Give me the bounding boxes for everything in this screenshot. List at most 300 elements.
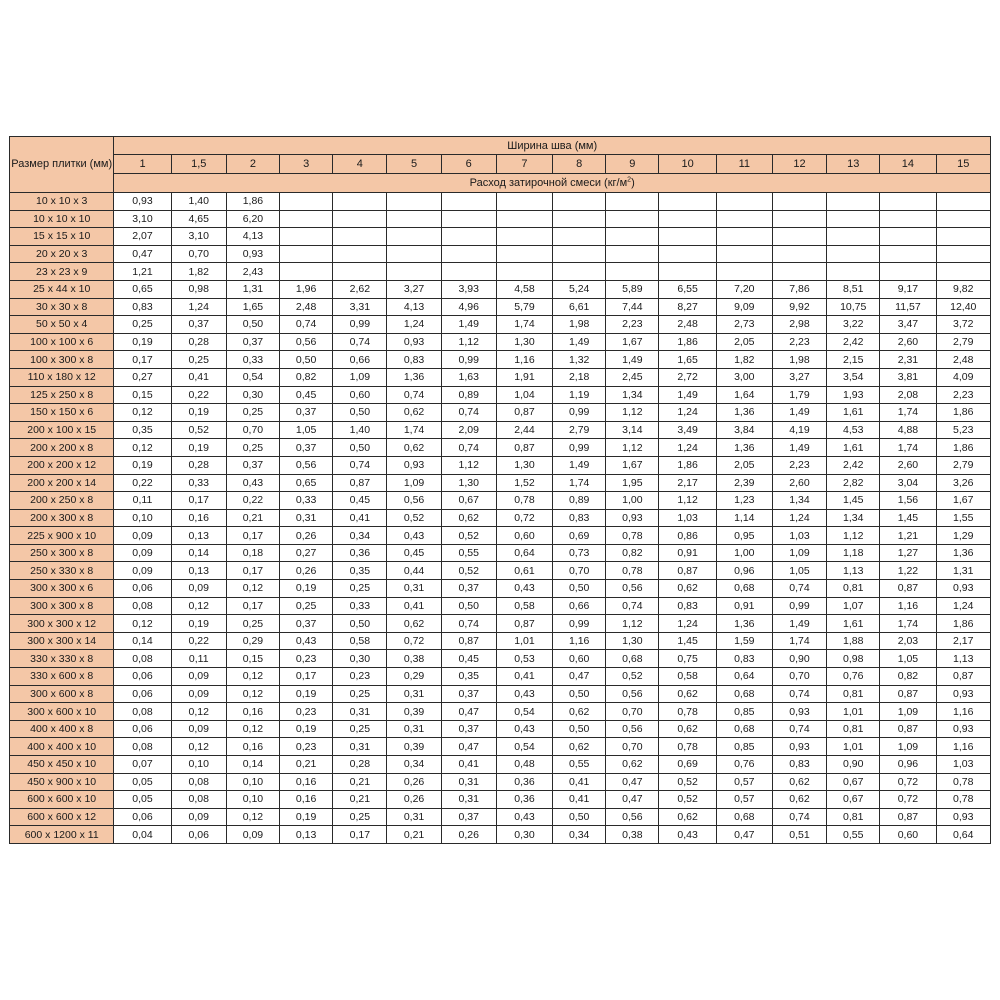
- consumption-value-cell: 0,74: [772, 720, 826, 738]
- consumption-value-cell: 4,19: [772, 421, 826, 439]
- consumption-value-cell: 7,86: [772, 280, 826, 298]
- consumption-value-cell: 0,17: [114, 351, 171, 369]
- consumption-value-cell: 2,05: [716, 333, 772, 351]
- consumption-value-cell: 0,91: [716, 597, 772, 615]
- consumption-value-cell: 0,62: [659, 580, 716, 598]
- consumption-value-cell: [772, 228, 826, 246]
- consumption-value-cell: 2,03: [880, 632, 936, 650]
- consumption-value-cell: 0,50: [333, 404, 387, 422]
- consumption-value-cell: [387, 228, 441, 246]
- joint-width-cell: 3: [280, 155, 333, 174]
- consumption-value-cell: 1,74: [880, 404, 936, 422]
- consumption-value-cell: 0,50: [553, 685, 606, 703]
- consumption-value-cell: 1,14: [716, 509, 772, 527]
- consumption-value-cell: 0,60: [333, 386, 387, 404]
- consumption-value-cell: 0,62: [387, 404, 441, 422]
- consumption-value-cell: 1,05: [880, 650, 936, 668]
- consumption-value-cell: 1,27: [880, 544, 936, 562]
- table-row: [10, 773, 991, 791]
- consumption-value-cell: 0,50: [553, 808, 606, 826]
- consumption-value-cell: 4,53: [827, 421, 880, 439]
- consumption-value-cell: 0,62: [606, 756, 659, 774]
- consumption-value-cell: 0,45: [333, 492, 387, 510]
- consumption-value-cell: 1,63: [441, 368, 496, 386]
- consumption-value-cell: 1,00: [606, 492, 659, 510]
- consumption-value-cell: 1,31: [936, 562, 990, 580]
- consumption-value-cell: 0,35: [441, 668, 496, 686]
- consumption-value-cell: 0,99: [553, 615, 606, 633]
- consumption-value-cell: 0,57: [716, 791, 772, 809]
- table-row: [10, 351, 991, 369]
- consumption-value-cell: 2,42: [827, 456, 880, 474]
- consumption-value-cell: [606, 193, 659, 211]
- consumption-value-cell: 0,26: [280, 527, 333, 545]
- consumption-value-cell: 0,47: [606, 773, 659, 791]
- consumption-value-cell: 1,49: [553, 333, 606, 351]
- consumption-value-cell: 0,78: [936, 773, 990, 791]
- consumption-value-cell: 1,01: [827, 703, 880, 721]
- consumption-value-cell: 0,09: [171, 808, 226, 826]
- consumption-value-cell: 1,16: [936, 738, 990, 756]
- consumption-value-cell: 1,36: [716, 439, 772, 457]
- consumption-value-cell: 1,74: [772, 632, 826, 650]
- consumption-value-cell: 1,12: [441, 456, 496, 474]
- consumption-value-cell: 0,13: [280, 826, 333, 844]
- consumption-value-cell: 1,74: [496, 316, 552, 334]
- consumption-value-cell: [496, 193, 552, 211]
- consumption-value-cell: 0,66: [333, 351, 387, 369]
- consumption-value-cell: 0,75: [659, 650, 716, 668]
- consumption-value-cell: 4,13: [387, 298, 441, 316]
- consumption-value-cell: 0,29: [387, 668, 441, 686]
- consumption-value-cell: 0,87: [496, 615, 552, 633]
- consumption-value-cell: 0,87: [333, 474, 387, 492]
- consumption-value-cell: 0,25: [333, 808, 387, 826]
- consumption-value-cell: 0,50: [280, 351, 333, 369]
- consumption-value-cell: 2,23: [772, 333, 826, 351]
- consumption-value-cell: 3,10: [171, 228, 226, 246]
- consumption-value-cell: 0,06: [114, 580, 171, 598]
- consumption-value-cell: 0,25: [333, 720, 387, 738]
- consumption-value-cell: 0,81: [827, 685, 880, 703]
- consumption-value-cell: [387, 193, 441, 211]
- consumption-value-cell: 0,62: [553, 703, 606, 721]
- consumption-value-cell: 1,05: [280, 421, 333, 439]
- table-row: [10, 280, 991, 298]
- consumption-value-cell: 0,99: [441, 351, 496, 369]
- consumption-value-cell: 0,50: [553, 580, 606, 598]
- consumption-value-cell: 11,57: [880, 298, 936, 316]
- consumption-value-cell: 0,30: [496, 826, 552, 844]
- consumption-value-cell: [606, 210, 659, 228]
- consumption-title: Расход затирочной смеси (кг/м: [469, 177, 628, 189]
- consumption-value-cell: 2,48: [936, 351, 990, 369]
- tile-size-cell: 23 x 23 x 9: [10, 263, 114, 281]
- consumption-value-cell: [441, 263, 496, 281]
- consumption-value-cell: 1,01: [827, 738, 880, 756]
- consumption-value-cell: 1,56: [880, 492, 936, 510]
- consumption-value-cell: 0,07: [114, 756, 171, 774]
- consumption-value-cell: 0,41: [496, 668, 552, 686]
- consumption-value-cell: 3,27: [772, 368, 826, 386]
- consumption-value-cell: 0,67: [441, 492, 496, 510]
- consumption-value-cell: 0,47: [441, 703, 496, 721]
- consumption-value-cell: 0,72: [387, 632, 441, 650]
- consumption-value-cell: 1,24: [171, 298, 226, 316]
- consumption-value-cell: 0,05: [114, 773, 171, 791]
- consumption-value-cell: [880, 193, 936, 211]
- consumption-value-cell: 0,22: [171, 386, 226, 404]
- consumption-value-cell: 1,32: [553, 351, 606, 369]
- table-row: [10, 615, 991, 633]
- consumption-value-cell: 0,50: [553, 720, 606, 738]
- joint-width-cell: 15: [936, 155, 990, 174]
- consumption-value-cell: [659, 228, 716, 246]
- consumption-value-cell: 0,57: [716, 773, 772, 791]
- consumption-value-cell: 0,37: [280, 615, 333, 633]
- consumption-value-cell: 0,81: [827, 580, 880, 598]
- consumption-value-cell: 1,01: [496, 632, 552, 650]
- consumption-unit-superscript: 2: [627, 176, 632, 184]
- consumption-value-cell: 0,69: [553, 527, 606, 545]
- consumption-value-cell: 0,34: [387, 756, 441, 774]
- consumption-value-cell: 0,95: [716, 527, 772, 545]
- tile-size-cell: 400 x 400 x 10: [10, 738, 114, 756]
- consumption-value-cell: 0,50: [333, 439, 387, 457]
- consumption-value-cell: 0,06: [114, 720, 171, 738]
- table-row: [10, 298, 991, 316]
- tile-size-cell: 450 x 450 x 10: [10, 756, 114, 774]
- consumption-value-cell: 0,56: [280, 333, 333, 351]
- table-row: [10, 228, 991, 246]
- consumption-value-cell: 0,23: [280, 703, 333, 721]
- consumption-value-cell: 2,60: [880, 333, 936, 351]
- consumption-value-cell: [827, 193, 880, 211]
- consumption-value-cell: 0,58: [496, 597, 552, 615]
- tile-size-cell: 15 x 15 x 10: [10, 228, 114, 246]
- table-row: [10, 738, 991, 756]
- consumption-value-cell: 0,74: [772, 685, 826, 703]
- tile-size-cell: 10 x 10 x 3: [10, 193, 114, 211]
- consumption-value-cell: 3,10: [114, 210, 171, 228]
- consumption-value-cell: 0,61: [496, 562, 552, 580]
- consumption-value-cell: 0,19: [171, 439, 226, 457]
- consumption-value-cell: 3,31: [333, 298, 387, 316]
- consumption-value-cell: 0,27: [114, 368, 171, 386]
- consumption-value-cell: 0,15: [226, 650, 279, 668]
- consumption-value-cell: 8,51: [827, 280, 880, 298]
- consumption-value-cell: 0,12: [114, 615, 171, 633]
- consumption-value-cell: 1,30: [441, 474, 496, 492]
- consumption-value-cell: 0,58: [659, 668, 716, 686]
- consumption-value-cell: 0,62: [659, 685, 716, 703]
- table-row: [10, 791, 991, 809]
- consumption-value-cell: 0,31: [441, 773, 496, 791]
- consumption-value-cell: 0,83: [553, 509, 606, 527]
- consumption-value-cell: 0,37: [226, 456, 279, 474]
- table-row: [10, 562, 991, 580]
- tile-size-cell: 20 x 20 x 3: [10, 245, 114, 263]
- table-row: [10, 597, 991, 615]
- consumption-value-cell: 0,16: [280, 791, 333, 809]
- consumption-value-cell: 6,61: [553, 298, 606, 316]
- consumption-value-cell: 0,19: [114, 333, 171, 351]
- joint-width-cell: 7: [496, 155, 552, 174]
- consumption-value-cell: 1,82: [171, 263, 226, 281]
- consumption-value-cell: 0,93: [936, 808, 990, 826]
- consumption-value-cell: 2,15: [827, 351, 880, 369]
- consumption-value-cell: 7,44: [606, 298, 659, 316]
- joint-width-title: Ширина шва (мм): [507, 139, 598, 152]
- consumption-value-cell: 1,40: [171, 193, 226, 211]
- consumption-value-cell: 1,31: [226, 280, 279, 298]
- consumption-value-cell: 0,47: [441, 738, 496, 756]
- consumption-value-cell: 4,09: [936, 368, 990, 386]
- joint-width-cell: 12: [772, 155, 826, 174]
- joint-width-cell: 2: [226, 155, 279, 174]
- table-row: [10, 474, 991, 492]
- consumption-value-cell: 0,74: [441, 439, 496, 457]
- consumption-value-cell: 0,56: [606, 720, 659, 738]
- joint-width-cell: 11: [716, 155, 772, 174]
- consumption-value-cell: 0,53: [496, 650, 552, 668]
- consumption-value-cell: 9,82: [936, 280, 990, 298]
- consumption-value-cell: 0,10: [226, 791, 279, 809]
- consumption-value-cell: 0,76: [716, 756, 772, 774]
- consumption-value-cell: 1,49: [772, 404, 826, 422]
- consumption-value-cell: 6,55: [659, 280, 716, 298]
- consumption-value-cell: 0,68: [716, 808, 772, 826]
- consumption-value-cell: 3,49: [659, 421, 716, 439]
- consumption-value-cell: 1,74: [553, 474, 606, 492]
- consumption-value-cell: 5,23: [936, 421, 990, 439]
- consumption-value-cell: [606, 228, 659, 246]
- consumption-value-cell: 0,41: [441, 756, 496, 774]
- joint-width-cell: 9: [606, 155, 659, 174]
- consumption-value-cell: [606, 245, 659, 263]
- consumption-value-cell: 2,48: [280, 298, 333, 316]
- table-row: [10, 245, 991, 263]
- consumption-value-cell: 0,54: [226, 368, 279, 386]
- consumption-value-cell: 0,99: [772, 597, 826, 615]
- consumption-value-cell: 0,21: [280, 756, 333, 774]
- consumption-value-cell: 1,18: [827, 544, 880, 562]
- consumption-value-cell: 0,62: [659, 808, 716, 826]
- consumption-value-cell: 0,65: [114, 280, 171, 298]
- consumption-value-cell: 0,37: [441, 808, 496, 826]
- joint-width-cell: 8: [553, 155, 606, 174]
- consumption-value-cell: 0,12: [226, 808, 279, 826]
- consumption-value-cell: 1,30: [496, 333, 552, 351]
- consumption-value-cell: 0,78: [659, 703, 716, 721]
- tile-size-cell: 100 x 300 x 8: [10, 351, 114, 369]
- consumption-value-cell: [659, 210, 716, 228]
- consumption-value-cell: 0,27: [280, 544, 333, 562]
- consumption-value-cell: 1,22: [880, 562, 936, 580]
- consumption-value-cell: 1,19: [553, 386, 606, 404]
- consumption-value-cell: 1,12: [606, 439, 659, 457]
- consumption-value-cell: 0,16: [226, 738, 279, 756]
- consumption-value-cell: 3,93: [441, 280, 496, 298]
- consumption-value-cell: 0,62: [387, 615, 441, 633]
- consumption-value-cell: 0,16: [280, 773, 333, 791]
- consumption-value-cell: [936, 228, 990, 246]
- consumption-value-cell: 0,87: [936, 668, 990, 686]
- consumption-value-cell: [606, 263, 659, 281]
- consumption-header: [114, 174, 991, 193]
- consumption-value-cell: 0,62: [772, 791, 826, 809]
- consumption-value-cell: 1,93: [827, 386, 880, 404]
- consumption-value-cell: 0,45: [280, 386, 333, 404]
- consumption-value-cell: 0,87: [496, 439, 552, 457]
- consumption-value-cell: 1,49: [772, 615, 826, 633]
- consumption-value-cell: 2,18: [553, 368, 606, 386]
- consumption-value-cell: 0,93: [772, 738, 826, 756]
- consumption-value-cell: 2,79: [553, 421, 606, 439]
- consumption-value-cell: 12,40: [936, 298, 990, 316]
- consumption-value-cell: 1,74: [880, 439, 936, 457]
- consumption-value-cell: 1,30: [606, 632, 659, 650]
- consumption-value-cell: [772, 210, 826, 228]
- consumption-value-cell: 0,14: [226, 756, 279, 774]
- tile-size-cell: 200 x 300 x 8: [10, 509, 114, 527]
- consumption-value-cell: 1,64: [716, 386, 772, 404]
- consumption-value-cell: 0,52: [441, 562, 496, 580]
- consumption-value-cell: 0,12: [171, 738, 226, 756]
- consumption-value-cell: 1,24: [936, 597, 990, 615]
- consumption-value-cell: 0,72: [880, 791, 936, 809]
- consumption-value-cell: 1,34: [606, 386, 659, 404]
- consumption-value-cell: 8,27: [659, 298, 716, 316]
- consumption-value-cell: 0,56: [606, 685, 659, 703]
- consumption-value-cell: 0,26: [280, 562, 333, 580]
- consumption-value-cell: 0,55: [827, 826, 880, 844]
- consumption-value-cell: 0,04: [114, 826, 171, 844]
- consumption-value-cell: 4,65: [171, 210, 226, 228]
- tile-size-cell: 300 x 300 x 6: [10, 580, 114, 598]
- consumption-value-cell: 0,37: [226, 333, 279, 351]
- consumption-value-cell: 0,12: [114, 439, 171, 457]
- tile-size-cell: 600 x 600 x 12: [10, 808, 114, 826]
- consumption-value-cell: 0,44: [387, 562, 441, 580]
- consumption-value-cell: 1,40: [333, 421, 387, 439]
- consumption-value-cell: 0,12: [226, 668, 279, 686]
- consumption-value-cell: 0,47: [114, 245, 171, 263]
- consumption-value-cell: [772, 263, 826, 281]
- consumption-value-cell: 0,06: [171, 826, 226, 844]
- consumption-value-cell: 0,74: [772, 580, 826, 598]
- consumption-value-cell: 0,09: [114, 527, 171, 545]
- consumption-value-cell: 9,92: [772, 298, 826, 316]
- consumption-value-cell: [716, 210, 772, 228]
- consumption-value-cell: 1,96: [280, 280, 333, 298]
- consumption-value-cell: 0,21: [333, 773, 387, 791]
- consumption-value-cell: 0,68: [606, 650, 659, 668]
- consumption-value-cell: 0,31: [387, 808, 441, 826]
- consumption-value-cell: 0,47: [606, 791, 659, 809]
- consumption-value-cell: 0,41: [553, 791, 606, 809]
- consumption-value-cell: 0,72: [880, 773, 936, 791]
- consumption-value-cell: 0,98: [171, 280, 226, 298]
- consumption-value-cell: 0,25: [333, 580, 387, 598]
- consumption-value-cell: 1,03: [659, 509, 716, 527]
- consumption-value-cell: 0,74: [441, 404, 496, 422]
- consumption-value-cell: 0,81: [827, 720, 880, 738]
- consumption-value-cell: 0,60: [553, 650, 606, 668]
- consumption-value-cell: 0,62: [441, 509, 496, 527]
- consumption-value-cell: 1,09: [880, 738, 936, 756]
- consumption-value-cell: 0,12: [226, 720, 279, 738]
- tile-size-cell: 250 x 300 x 8: [10, 544, 114, 562]
- consumption-value-cell: 2,08: [880, 386, 936, 404]
- consumption-value-cell: 0,89: [553, 492, 606, 510]
- consumption-value-cell: 1,49: [441, 316, 496, 334]
- consumption-value-cell: [553, 210, 606, 228]
- tile-size-cell: 330 x 600 x 8: [10, 668, 114, 686]
- consumption-value-cell: 0,74: [772, 808, 826, 826]
- consumption-value-cell: 0,31: [333, 738, 387, 756]
- consumption-value-cell: 0,30: [333, 650, 387, 668]
- consumption-value-cell: 1,98: [772, 351, 826, 369]
- consumption-value-cell: 1,49: [553, 456, 606, 474]
- consumption-value-cell: 0,99: [333, 316, 387, 334]
- consumption-value-cell: 1,03: [772, 527, 826, 545]
- consumption-value-cell: 0,93: [772, 703, 826, 721]
- consumption-value-cell: 0,15: [114, 386, 171, 404]
- consumption-value-cell: 0,62: [553, 738, 606, 756]
- tile-size-cell: 600 x 1200 x 11: [10, 826, 114, 844]
- consumption-value-cell: 0,50: [226, 316, 279, 334]
- consumption-value-cell: 0,11: [171, 650, 226, 668]
- consumption-value-cell: 1,86: [659, 456, 716, 474]
- consumption-value-cell: 4,96: [441, 298, 496, 316]
- consumption-value-cell: 0,73: [553, 544, 606, 562]
- consumption-value-cell: 0,19: [280, 685, 333, 703]
- consumption-value-cell: 2,17: [936, 632, 990, 650]
- consumption-value-cell: 3,27: [387, 280, 441, 298]
- joint-width-cell: 10: [659, 155, 716, 174]
- consumption-value-cell: 0,08: [114, 703, 171, 721]
- consumption-value-cell: 0,52: [387, 509, 441, 527]
- consumption-value-cell: 1,30: [496, 456, 552, 474]
- consumption-value-cell: 0,09: [171, 668, 226, 686]
- consumption-value-cell: 0,62: [659, 720, 716, 738]
- consumption-value-cell: 0,72: [496, 509, 552, 527]
- consumption-value-cell: 0,55: [441, 544, 496, 562]
- consumption-value-cell: 2,43: [226, 263, 279, 281]
- consumption-value-cell: 0,10: [114, 509, 171, 527]
- consumption-value-cell: 1,09: [772, 544, 826, 562]
- consumption-value-cell: 0,10: [226, 773, 279, 791]
- consumption-value-cell: 0,34: [333, 527, 387, 545]
- consumption-value-cell: [936, 245, 990, 263]
- consumption-value-cell: 1,09: [387, 474, 441, 492]
- consumption-value-cell: 0,19: [280, 720, 333, 738]
- consumption-value-cell: 1,12: [827, 527, 880, 545]
- consumption-value-cell: 0,23: [280, 650, 333, 668]
- consumption-value-cell: [496, 245, 552, 263]
- consumption-value-cell: [880, 210, 936, 228]
- consumption-value-cell: 0,28: [333, 756, 387, 774]
- consumption-value-cell: [280, 228, 333, 246]
- table-row: [10, 439, 991, 457]
- consumption-value-cell: [659, 193, 716, 211]
- tile-size-cell: 600 x 600 x 10: [10, 791, 114, 809]
- consumption-value-cell: 1,36: [716, 615, 772, 633]
- consumption-value-cell: 0,18: [226, 544, 279, 562]
- table-row: [10, 720, 991, 738]
- consumption-value-cell: 0,87: [659, 562, 716, 580]
